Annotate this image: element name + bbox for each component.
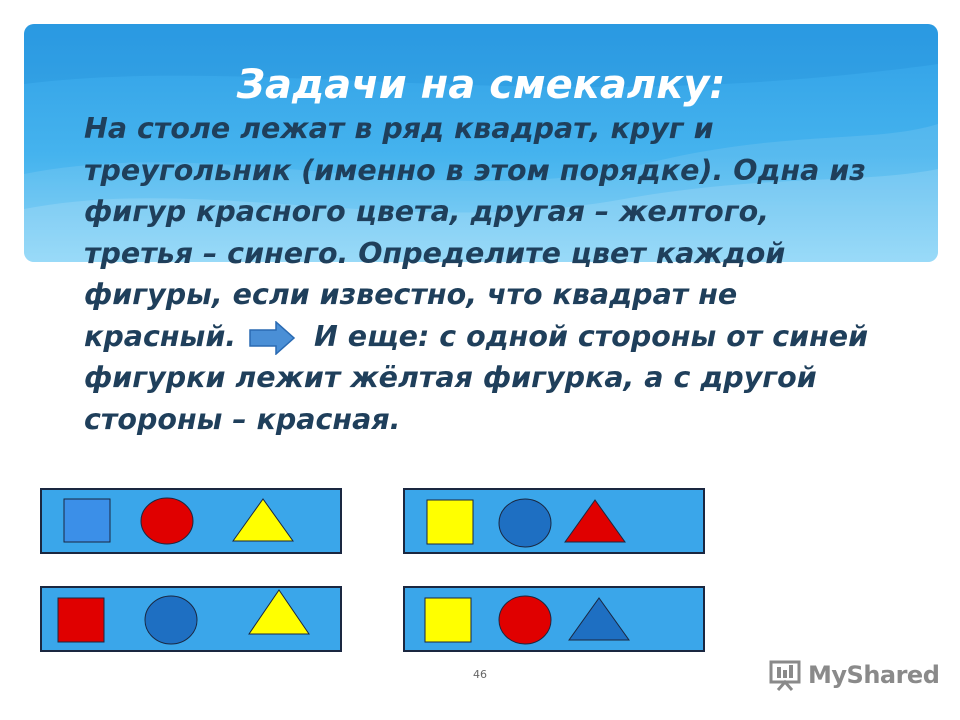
triangle-shape <box>233 499 293 541</box>
circle-shape <box>141 498 193 544</box>
triangle-shape <box>249 590 309 634</box>
option-panel-4 <box>403 586 705 652</box>
triangle-shape <box>569 598 629 640</box>
circle-shape <box>499 596 551 644</box>
circle-shape <box>145 596 197 644</box>
watermark-text: MyShared <box>808 661 940 689</box>
triangle-shape <box>565 500 625 542</box>
option-panel-2 <box>403 488 705 554</box>
option-panel-3 <box>40 586 342 652</box>
slide-title: Задачи на смекалку: <box>236 62 726 108</box>
option-panel-1 <box>40 488 342 554</box>
problem-text <box>84 108 874 440</box>
problem-text-part2: И еще: с одной стороны от синей фигурки лежит жёлтая фигурка, а с другой стороны – красная. <box>84 319 869 436</box>
circle-shape <box>499 499 551 547</box>
presentation-board-icon <box>768 658 802 692</box>
myshared-watermark <box>768 658 939 692</box>
square-shape <box>58 598 104 642</box>
right-arrow-icon <box>248 321 296 355</box>
square-shape <box>427 500 473 544</box>
problem-text-part1: На столе лежат в ряд квадрат, круг и треугольник (именно в этом порядке). Одна из фигур красного цвета, другая – желтого, третья – синего. Определите цвет каждой фигуры, если известно, что квадрат не красный. <box>84 112 866 353</box>
square-shape <box>425 598 471 642</box>
square-shape <box>64 499 110 542</box>
page-number: 46 <box>473 668 487 681</box>
